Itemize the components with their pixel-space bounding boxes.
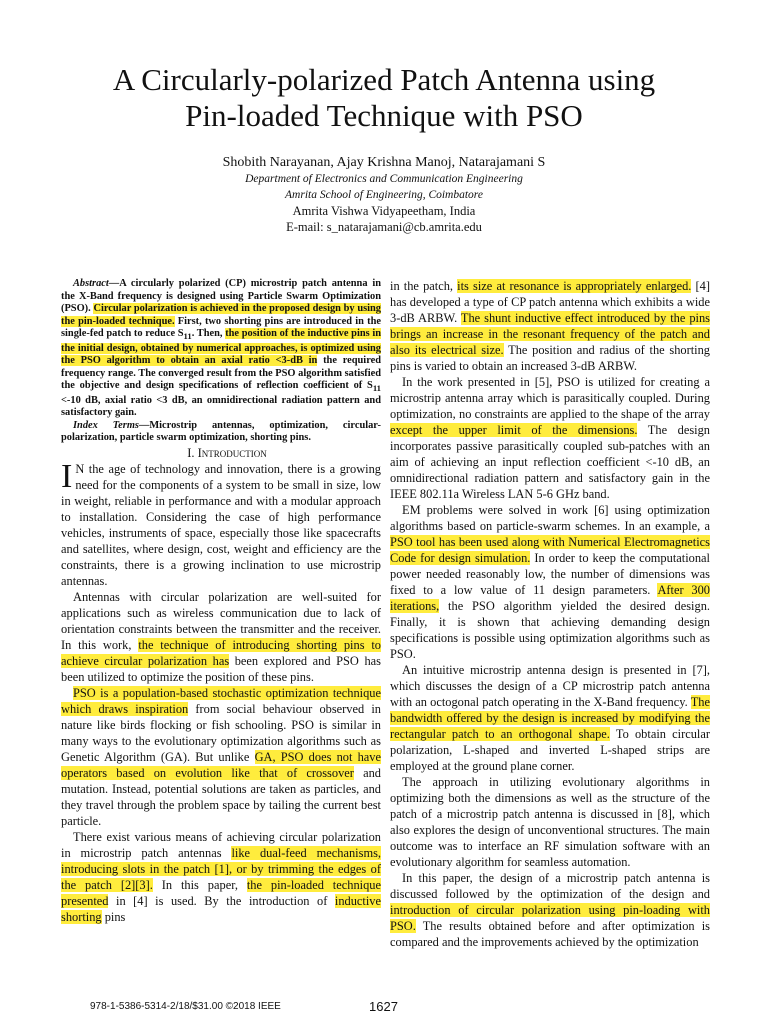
- intro-paragraph-4: There exist various means of achieving circular polarization in microstrip patch antennas like dual-feed mechanisms, introducing slots in the patch [1], or by trimming the edges of the patch [2][3]. In this paper, the pin-loaded technique presented in [4] is used. By the introduction of inductive shorting pins: [61, 829, 382, 924]
- highlight: like dual-feed mechanisms, introducing slots in the patch [1], or by trimming the edges of the patch [2][3].: [61, 845, 382, 892]
- intro-paragraph-8: An intuitive microstrip antenna design is presented in [7], which discusses the design of a CP microstrip patch antenna with an octogonal patch operating in the X-Band frequency. The bandwidth offered by the design is increased by modifying the rectangular patch to an orthogonal shape. To obtain circular polarization, L-shaped and inverted L-shaped strips are employed at the ground plane corner.: [390, 663, 710, 773]
- highlight: the position of the inductive pins in the initial design, obtained by numerical approaches, is optimized using the PSO algorithm to obtain an axial ratio <3-dB in: [61, 328, 381, 367]
- right-column: [390, 278, 710, 950]
- intro-paragraph-7: EM problems were solved in work [6] using optimization algorithms based on particle-swarm schemes. In an example, a PSO tool has been used along with Numerical Electromagnetics Code for design simulation. In order to keep the computational power needed reasonably low, the number of dimensions was fixed to a low value of 11 design parameters. After 300 iterations, the PSO algorithm yielded the desired design. Finally, it is shown that achieving demanding design specifications is possible using optimization algorithms such as PSO.: [390, 503, 711, 661]
- paper-title: [0, 62, 768, 134]
- highlight: The shunt inductive effect introduced by the pins brings an increase in the resonant frequency of the patch and also its electrical size.: [390, 311, 710, 357]
- highlight: After 300 iterations,: [390, 583, 711, 613]
- highlight: except the upper limit of the dimensions.: [390, 423, 638, 437]
- highlight: Circular polarization is achieved in the proposed design by using the pin-loaded technique.: [61, 303, 382, 327]
- index-terms-label: Index Terms: [73, 419, 139, 431]
- highlight: introduction of circular polarization using pin-loading with PSO.: [390, 903, 710, 933]
- school: Amrita School of Engineering, Coimbatore: [285, 189, 483, 201]
- highlight: the technique of introducing shorting pins to achieve circular polarization has: [61, 637, 381, 668]
- intro-paragraph-5: in the patch, its size at resonance is appropriately enlarged. [4] has developed a type of CP patch antenna which exhibits a wide 3-dB ARBW. The shunt inductive effect introduced by the pins brings an increase in the resonant frequency of the patch and also its electrical size. The position and radius of the shorting pins is varied to obtain an increased 3-dB ARBW.: [390, 279, 711, 373]
- abstract-label: Abstract: [73, 278, 109, 289]
- drop-cap: I: [61, 457, 73, 495]
- highlight: PSO is a population-based stochastic optimization technique which draws inspiration: [61, 685, 381, 716]
- left-column: [61, 278, 381, 925]
- highlight: inductive shorting: [61, 893, 381, 924]
- intro-paragraph-1: I N the age of technology and innovation, there is a growing need for the components of a system to be small in size, low in weight, reliable in performance and with a modular approach to installation. Considering the case of high performance vehicles, instruments of space, especially those like spacecrafts and satellites, where design, cost, weight and efficiency are the constraints, there is a growing inclination to use microstrip antennas.: [61, 457, 381, 588]
- university: Amrita Vishwa Vidyapeetham, India: [292, 204, 476, 218]
- email: E-mail: s_natarajamani@cb.amrita.edu: [286, 220, 482, 234]
- intro-paragraph-6: In the work presented in [5], PSO is utilized for creating a microstrip antenna array which is parasitically coupled. During optimization, no constraints are applied to the shape of the array except the upper limit of the dimensions. The design incorporates passive parasitically coupled sub-patches with an aim of achieving an input reflection coefficient <-10 dB, an omnidirectional radiation pattern and satisfactory gain in the IEEE 802.11a Wireless LAN 5-6 GHz band.: [390, 375, 710, 501]
- highlight: PSO tool has been used along with Numerical Electromagnetics Code for design simulation.: [390, 535, 710, 565]
- title-line-2: Pin-loaded Technique with PSO: [185, 98, 583, 133]
- intro-paragraph-9: The approach in utilizing evolutionary algorithms in optimizing both the dimensions as well as the structure of the patch of a microstrip patch antenna is discussed in [8], which also explores the design of unconventional structures. The main outcome was to interface an RF simulation software with an evolutionary algorithm for seamless automation.: [390, 775, 710, 869]
- highlight: GA, PSO does not have operators based on evolution like that of crossover: [61, 749, 381, 780]
- copyright-footer: 978-1-5386-5314-2/18/$31.00 ©2018 IEEE: [90, 1001, 281, 1012]
- department: Department of Electronics and Communication Engineering: [245, 173, 523, 185]
- intro-paragraph-2: Antennas with circular polarization are well-suited for applications such as wireless communication due to lack of orientation constraints between the transmitter and the receiver. In this work, the technique of introducing shorting pins to achieve circular polarization has been explored and PSO has been utilized to optimize the position of these pins.: [61, 589, 381, 684]
- section-heading: I. Introduction: [187, 445, 267, 460]
- intro-paragraph-10: In this paper, the design of a microstrip patch antenna is discussed followed by the optimization of the design and introduction of circular polarization using pin-loading with PSO. The results obtained before and after optimization is compared and the improvements achieved by the optimization: [390, 871, 710, 949]
- index-terms: Index Terms—Microstrip antennas, optimization, circular-polarization, particle swarm optimization, shorting pins.: [61, 419, 381, 444]
- abstract: Abstract—A circularly polarized (CP) microstrip patch antenna in the X-Band frequency is designed using Particle Swarm Optimization (PSO). Circular polarization is achieved in the proposed design by using the pin-loaded technique. First, two shorting pins are introduced in the single-fed patch to reduce $S_{11}$. Then, the position of the inductive pins in the initial design, obtained by numerical approaches, is optimized using the PSO algorithm to obtain an axial ratio <3-dB in the required frequency range. The converged result from the PSO algorithm satisfied the objective and design specifications of reflection coefficient of $S_{11} <-10$ dB, axial ratio <3 dB, an omnidirectional radiation pattern and satisfactory gain.: [61, 278, 382, 419]
- highlight: the pin-loaded technique presented: [61, 877, 381, 908]
- highlight: its size at resonance is appropriately enlarged.: [457, 279, 692, 293]
- page-number: 1627: [369, 999, 398, 1014]
- highlight: The bandwidth offered by the design is increased by modifying the rectangular patch to an orthogonal shape.: [390, 695, 710, 741]
- authors: Shobith Narayanan, Ajay Krishna Manoj, Natarajamani S: [222, 155, 546, 170]
- title-line-1: A Circularly-polarized Patch Antenna using: [112, 62, 656, 97]
- intro-paragraph-3: PSO is a population-based stochastic optimization technique which draws inspiration from social behaviour observed in nature like birds flocking or fish schooling. PSO is similar in many ways to the evolutionary optimization algorithms such as Genetic Algorithm (GA). But unlike GA, PSO does not have operators based on evolution like that of crossover and mutation. Instead, potential solutions are taken as particles, and they travel through the problem space by tailing the current best particle.: [61, 685, 381, 828]
